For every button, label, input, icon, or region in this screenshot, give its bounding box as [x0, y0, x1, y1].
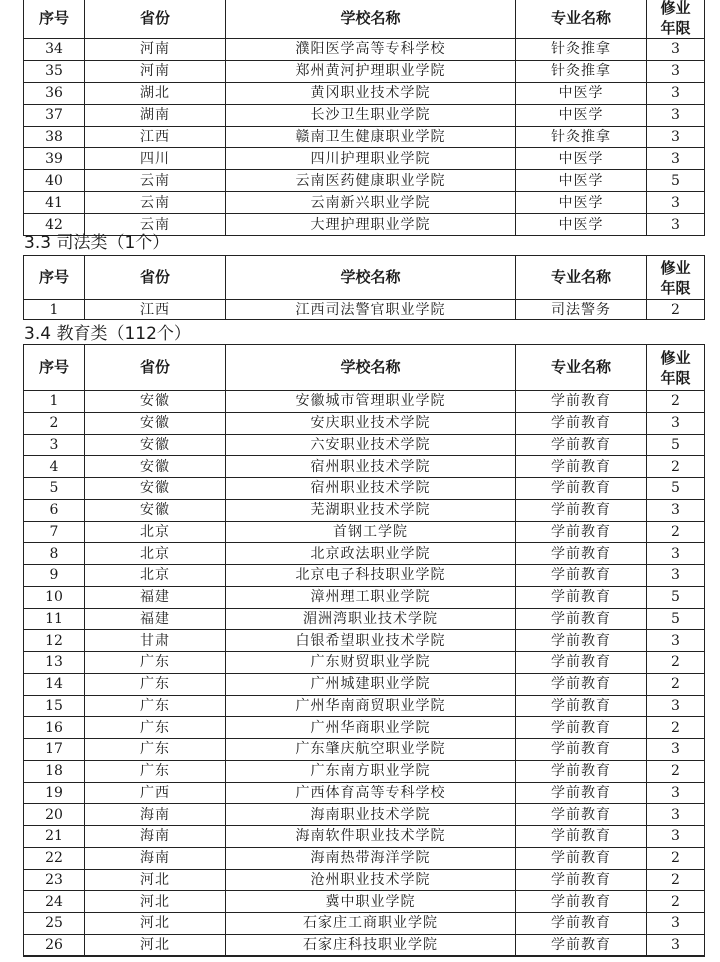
row-major: 学前教育: [516, 869, 647, 891]
table-row: [24, 60, 705, 82]
row-number: 1: [24, 391, 85, 413]
row-school: 江西司法警官职业学院: [226, 300, 516, 320]
row-major: 中医学: [516, 82, 647, 104]
row-major: 学前教育: [516, 391, 647, 413]
row-province: 广东: [85, 695, 226, 717]
row-major: 学前教育: [516, 543, 647, 565]
row-major: 学前教育: [516, 630, 647, 652]
row-province: 安徽: [85, 478, 226, 500]
table-row: [24, 760, 705, 782]
row-major: 学前教育: [516, 782, 647, 804]
row-province: 河北: [85, 891, 226, 913]
header-province: 省份: [85, 0, 226, 39]
row-number: 21: [24, 826, 85, 848]
row-major: 学前教育: [516, 478, 647, 500]
row-school: 北京电子科技职业学院: [226, 565, 516, 587]
row-number: 12: [24, 630, 85, 652]
header-no: 序号: [24, 0, 85, 39]
row-school: 广东肇庆航空职业学院: [226, 739, 516, 761]
row-years: 2: [647, 456, 705, 478]
row-years: 3: [647, 934, 705, 956]
row-years: 3: [647, 499, 705, 521]
row-number: 16: [24, 717, 85, 739]
table-row: [24, 565, 705, 587]
row-major: 学前教育: [516, 717, 647, 739]
row-major: 中医学: [516, 104, 647, 126]
row-province: 安徽: [85, 391, 226, 413]
row-number: 41: [24, 192, 85, 214]
row-number: 38: [24, 126, 85, 148]
row-years: 2: [647, 869, 705, 891]
row-major: 学前教育: [516, 456, 647, 478]
row-province: 广东: [85, 652, 226, 674]
section-title-law: 3.3 司法类（1个）: [24, 233, 170, 253]
header-no: 序号: [24, 345, 85, 391]
row-school: 云南新兴职业学院: [226, 192, 516, 214]
table-header-row: [24, 0, 705, 39]
row-school: 石家庄工商职业学院: [226, 913, 516, 935]
row-major: 学前教育: [516, 826, 647, 848]
row-school: 长沙卫生职业学院: [226, 104, 516, 126]
row-province: 云南: [85, 214, 226, 236]
row-school: 广州华南商贸职业学院: [226, 695, 516, 717]
row-province: 广东: [85, 739, 226, 761]
table-row: [24, 804, 705, 826]
table-row: [24, 869, 705, 891]
table-row: [24, 652, 705, 674]
row-major: 学前教育: [516, 412, 647, 434]
row-school: 宿州职业技术学院: [226, 478, 516, 500]
table-row: [24, 782, 705, 804]
row-province: 福建: [85, 608, 226, 630]
row-number: 35: [24, 60, 85, 82]
table-row: [24, 434, 705, 456]
header-years-line1: 修业: [660, 258, 691, 277]
row-school: 赣南卫生健康职业学院: [226, 126, 516, 148]
row-major: 学前教育: [516, 847, 647, 869]
row-school: 云南医药健康职业学院: [226, 170, 516, 192]
row-school: 安庆职业技术学院: [226, 412, 516, 434]
row-number: 34: [24, 39, 85, 61]
table-row: [24, 913, 705, 935]
row-province: 福建: [85, 586, 226, 608]
education-programs-body: [24, 391, 705, 957]
row-years: 3: [647, 214, 705, 236]
table-row: [24, 456, 705, 478]
row-province: 广东: [85, 717, 226, 739]
row-number: 20: [24, 804, 85, 826]
row-years: 3: [647, 804, 705, 826]
education-programs-table: [23, 344, 705, 957]
row-number: 15: [24, 695, 85, 717]
row-years: 3: [647, 543, 705, 565]
row-province: 海南: [85, 804, 226, 826]
row-province: 海南: [85, 826, 226, 848]
row-school: 石家庄科技职业学院: [226, 934, 516, 956]
row-years: 3: [647, 739, 705, 761]
row-years: 5: [647, 478, 705, 500]
row-province: 广西: [85, 782, 226, 804]
row-province: 广东: [85, 760, 226, 782]
table-row: [24, 543, 705, 565]
row-province: 北京: [85, 543, 226, 565]
row-years: 2: [647, 760, 705, 782]
row-number: 9: [24, 565, 85, 587]
row-years: 5: [647, 434, 705, 456]
table-row: [24, 521, 705, 543]
header-years-line2: 年限: [660, 368, 691, 387]
row-major: 学前教育: [516, 934, 647, 956]
row-years: 3: [647, 126, 705, 148]
row-number: 23: [24, 869, 85, 891]
header-major: 专业名称: [516, 256, 647, 300]
row-school: 海南软件职业技术学院: [226, 826, 516, 848]
table-row: [24, 695, 705, 717]
row-school: 芜湖职业技术学院: [226, 499, 516, 521]
row-years: 3: [647, 148, 705, 170]
table-row: [24, 192, 705, 214]
header-school: 学校名称: [226, 0, 516, 39]
header-years: [647, 345, 705, 391]
row-major: 学前教育: [516, 652, 647, 674]
table-row: [24, 499, 705, 521]
table-row: [24, 104, 705, 126]
table-row: [24, 847, 705, 869]
table-row: [24, 717, 705, 739]
header-years-line2: 年限: [660, 278, 691, 297]
medical-programs-body: [24, 39, 705, 236]
table-row: [24, 739, 705, 761]
row-years: 2: [647, 673, 705, 695]
table-row: [24, 391, 705, 413]
row-school: 广东南方职业学院: [226, 760, 516, 782]
table-row: [24, 934, 705, 956]
table-row: [24, 170, 705, 192]
row-major: 学前教育: [516, 499, 647, 521]
row-school: 漳州理工职业学院: [226, 586, 516, 608]
row-number: 25: [24, 913, 85, 935]
row-school: 安徽城市管理职业学院: [226, 391, 516, 413]
header-years-line1: 修业: [660, 0, 691, 17]
row-major: 学前教育: [516, 891, 647, 913]
row-province: 湖北: [85, 82, 226, 104]
row-school: 北京政法职业学院: [226, 543, 516, 565]
row-years: 3: [647, 39, 705, 61]
row-number: 19: [24, 782, 85, 804]
header-major: 专业名称: [516, 0, 647, 39]
header-major: 专业名称: [516, 345, 647, 391]
header-province: 省份: [85, 256, 226, 300]
row-years: 2: [647, 521, 705, 543]
table-row: [24, 673, 705, 695]
row-school: 冀中职业学院: [226, 891, 516, 913]
row-province: 河北: [85, 913, 226, 935]
row-major: 中医学: [516, 192, 647, 214]
row-number: 22: [24, 847, 85, 869]
row-years: 5: [647, 170, 705, 192]
row-major: 学前教育: [516, 565, 647, 587]
row-number: 3: [24, 434, 85, 456]
row-province: 安徽: [85, 456, 226, 478]
table-row: [24, 126, 705, 148]
table-row: [24, 300, 705, 320]
row-school: 海南职业技术学院: [226, 804, 516, 826]
table-row: [24, 412, 705, 434]
row-province: 河北: [85, 934, 226, 956]
row-major: 司法警务: [516, 300, 647, 320]
row-years: 3: [647, 104, 705, 126]
row-major: 学前教育: [516, 760, 647, 782]
row-number: 10: [24, 586, 85, 608]
row-school: 首钢工学院: [226, 521, 516, 543]
row-province: 安徽: [85, 499, 226, 521]
row-province: 江西: [85, 300, 226, 320]
row-number: 24: [24, 891, 85, 913]
medical-programs-table: [23, 0, 705, 236]
row-number: 17: [24, 739, 85, 761]
row-number: 14: [24, 673, 85, 695]
row-major: 学前教育: [516, 913, 647, 935]
row-school: 广州华商职业学院: [226, 717, 516, 739]
row-major: 学前教育: [516, 521, 647, 543]
row-number: 7: [24, 521, 85, 543]
row-school: 濮阳医学高等专科学校: [226, 39, 516, 61]
row-number: 11: [24, 608, 85, 630]
row-school: 郑州黄河护理职业学院: [226, 60, 516, 82]
row-province: 河北: [85, 869, 226, 891]
row-major: 学前教育: [516, 673, 647, 695]
row-major: 针灸推拿: [516, 39, 647, 61]
row-number: 4: [24, 456, 85, 478]
table-header-row: [24, 256, 705, 300]
row-years: 3: [647, 630, 705, 652]
row-school: 沧州职业技术学院: [226, 869, 516, 891]
row-years: 3: [647, 782, 705, 804]
row-school: 海南热带海洋学院: [226, 847, 516, 869]
row-years: 3: [647, 565, 705, 587]
row-school: 六安职业技术学院: [226, 434, 516, 456]
row-province: 安徽: [85, 412, 226, 434]
row-years: 2: [647, 847, 705, 869]
row-number: 1: [24, 300, 85, 320]
row-school: 广东财贸职业学院: [226, 652, 516, 674]
section-title-education: 3.4 教育类（112个）: [24, 324, 191, 344]
row-province: 甘肃: [85, 630, 226, 652]
header-years-line1: 修业: [660, 348, 691, 367]
row-years: 2: [647, 717, 705, 739]
row-school: 广州城建职业学院: [226, 673, 516, 695]
row-province: 安徽: [85, 434, 226, 456]
row-major: 学前教育: [516, 434, 647, 456]
row-province: 云南: [85, 192, 226, 214]
row-years: 3: [647, 913, 705, 935]
row-school: 四川护理职业学院: [226, 148, 516, 170]
row-school: 广西体育高等专科学校: [226, 782, 516, 804]
row-province: 海南: [85, 847, 226, 869]
header-years-line2: 年限: [660, 19, 691, 37]
row-number: 18: [24, 760, 85, 782]
table-row: [24, 82, 705, 104]
header-school: 学校名称: [226, 345, 516, 391]
table-header-row: [24, 345, 705, 391]
row-years: 3: [647, 826, 705, 848]
row-school: 湄洲湾职业技术学院: [226, 608, 516, 630]
row-school: 大理护理职业学院: [226, 214, 516, 236]
row-number: 8: [24, 543, 85, 565]
row-years: 2: [647, 391, 705, 413]
law-programs-body: [24, 300, 705, 320]
row-years: 3: [647, 60, 705, 82]
row-number: 26: [24, 934, 85, 956]
header-years: [647, 256, 705, 300]
row-major: 学前教育: [516, 739, 647, 761]
header-no: 序号: [24, 256, 85, 300]
row-number: 2: [24, 412, 85, 434]
row-number: 36: [24, 82, 85, 104]
row-school: 宿州职业技术学院: [226, 456, 516, 478]
table-row: [24, 630, 705, 652]
table-row: [24, 891, 705, 913]
row-years: 2: [647, 652, 705, 674]
row-province: 北京: [85, 521, 226, 543]
row-province: 广东: [85, 673, 226, 695]
row-school: 黄冈职业技术学院: [226, 82, 516, 104]
row-years: 3: [647, 82, 705, 104]
row-major: 学前教育: [516, 586, 647, 608]
row-major: 学前教育: [516, 608, 647, 630]
row-province: 河南: [85, 60, 226, 82]
row-province: 云南: [85, 170, 226, 192]
row-province: 四川: [85, 148, 226, 170]
row-major: 学前教育: [516, 695, 647, 717]
row-number: 13: [24, 652, 85, 674]
law-programs-table: [23, 255, 705, 320]
row-number: 5: [24, 478, 85, 500]
row-years: 3: [647, 192, 705, 214]
row-major: 中医学: [516, 170, 647, 192]
row-number: 39: [24, 148, 85, 170]
row-major: 针灸推拿: [516, 60, 647, 82]
row-number: 40: [24, 170, 85, 192]
table-row: [24, 586, 705, 608]
row-province: 河南: [85, 39, 226, 61]
row-major: 针灸推拿: [516, 126, 647, 148]
header-province: 省份: [85, 345, 226, 391]
row-years: 3: [647, 412, 705, 434]
table-row: [24, 608, 705, 630]
row-school: 白银希望职业技术学院: [226, 630, 516, 652]
row-years: 2: [647, 891, 705, 913]
table-row: [24, 148, 705, 170]
row-years: 3: [647, 695, 705, 717]
row-province: 湖南: [85, 104, 226, 126]
row-years: 2: [647, 300, 705, 320]
row-province: 江西: [85, 126, 226, 148]
row-major: 中医学: [516, 148, 647, 170]
table-continuation-edge: [23, 955, 704, 962]
table-row: [24, 478, 705, 500]
table-row: [24, 39, 705, 61]
row-major: 中医学: [516, 214, 647, 236]
table-row: [24, 826, 705, 848]
row-number: 6: [24, 499, 85, 521]
row-major: 学前教育: [516, 804, 647, 826]
header-school: 学校名称: [226, 256, 516, 300]
row-province: 北京: [85, 565, 226, 587]
row-number: 42: [24, 214, 85, 236]
row-years: 5: [647, 608, 705, 630]
row-years: 5: [647, 586, 705, 608]
row-number: 37: [24, 104, 85, 126]
header-years: [647, 0, 705, 39]
